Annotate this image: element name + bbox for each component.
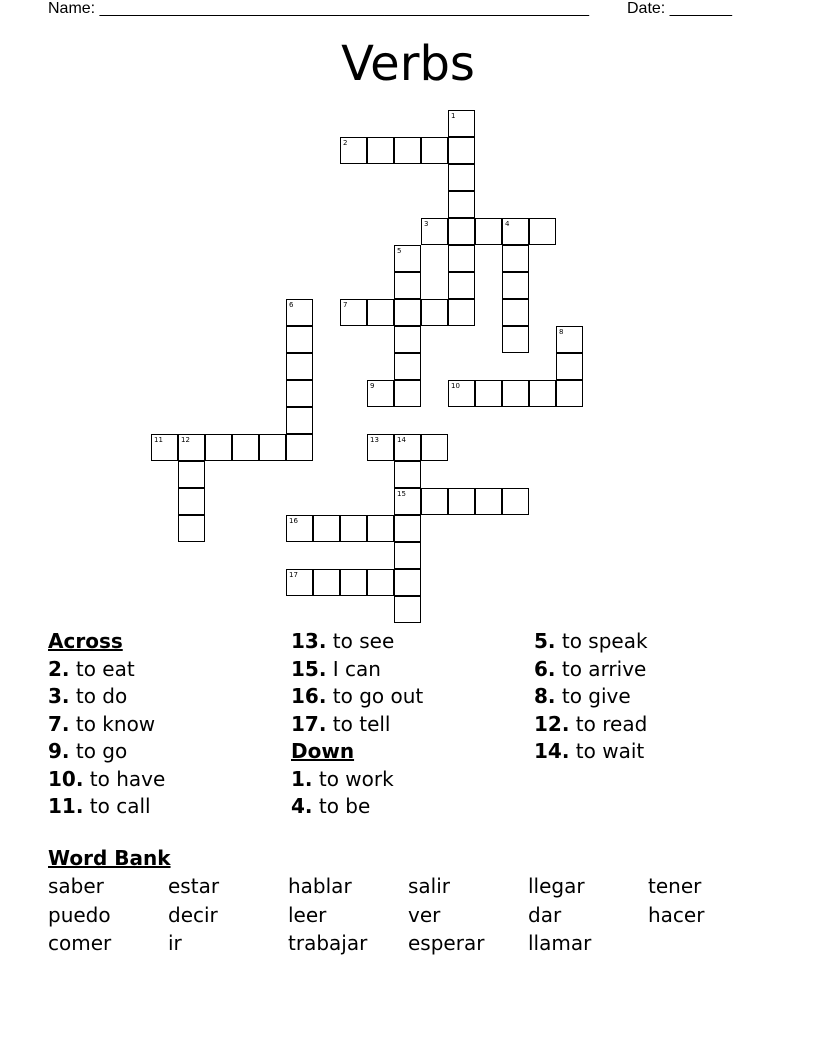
header — [48, 0, 748, 20]
crossword-cell[interactable] — [313, 569, 340, 596]
clue-number: 8 — [559, 328, 564, 336]
crossword-cell[interactable] — [475, 218, 502, 245]
clue-item-text: to go out — [326, 684, 424, 708]
crossword-cell[interactable] — [421, 299, 448, 326]
clue-number: 1 — [451, 112, 456, 120]
crossword-cell[interactable] — [421, 218, 448, 245]
clue-item-text: to wait — [569, 739, 645, 763]
down-heading: Down — [291, 739, 355, 763]
name-field-label[interactable]: Name: _______________________________________________________ — [48, 0, 589, 17]
clue-number: 16 — [289, 517, 298, 525]
crossword-cell[interactable] — [448, 164, 475, 191]
crossword-cell[interactable] — [421, 137, 448, 164]
word-bank-item: dar — [528, 902, 562, 927]
crossword-cell[interactable] — [232, 434, 259, 461]
clue-item — [48, 711, 165, 739]
crossword-cell[interactable] — [340, 569, 367, 596]
clue-number: 6 — [289, 301, 294, 309]
clue-item-number: 10. — [48, 766, 84, 791]
crossword-cell[interactable] — [286, 434, 313, 461]
clue-item-number: 5. — [534, 629, 556, 653]
clue-item — [48, 683, 165, 711]
crossword-cell[interactable] — [286, 569, 313, 596]
crossword-cell[interactable] — [394, 137, 421, 164]
clue-number: 3 — [424, 220, 429, 228]
clue-item-number: 16. — [291, 684, 327, 708]
clue-item-number: 17. — [291, 711, 327, 736]
crossword-cell[interactable] — [502, 380, 529, 407]
crossword-cell[interactable] — [448, 299, 475, 326]
clue-item-number: 8. — [534, 684, 556, 708]
clue-item — [534, 656, 648, 684]
clue-item-text: to go — [69, 739, 128, 763]
crossword-cell[interactable] — [286, 380, 313, 407]
word-bank-heading: Word Bank — [48, 846, 171, 870]
crossword-cell[interactable] — [421, 488, 448, 515]
crossword-cell[interactable] — [178, 515, 205, 542]
crossword-cell[interactable] — [502, 299, 529, 326]
clue-item-number: 7. — [48, 711, 70, 736]
clue-number: 12 — [181, 436, 190, 444]
clue-item-text: to call — [83, 794, 151, 818]
clue-item-text: to give — [555, 684, 631, 708]
crossword-cell[interactable] — [367, 299, 394, 326]
crossword-cell[interactable] — [394, 569, 421, 596]
clue-item-number: 12. — [534, 711, 570, 736]
crossword-cell[interactable] — [394, 380, 421, 407]
crossword-cell[interactable] — [394, 272, 421, 299]
clue-number: 5 — [397, 247, 402, 255]
clue-number: 14 — [397, 436, 406, 444]
crossword-cell[interactable] — [178, 434, 205, 461]
word-bank-item: trabajar — [288, 931, 368, 955]
crossword-cell[interactable] — [421, 434, 448, 461]
crossword-cell[interactable] — [394, 434, 421, 461]
crossword-cell[interactable] — [448, 218, 475, 245]
clue-item-number: 15. — [291, 656, 327, 681]
word-bank-item: leer — [288, 902, 327, 927]
clue-item — [291, 683, 423, 711]
crossword-cell[interactable] — [367, 515, 394, 542]
clue-item-number: 2. — [48, 656, 70, 681]
crossword-cell[interactable] — [178, 461, 205, 488]
clue-item — [48, 793, 165, 821]
word-bank-item: ir — [168, 931, 182, 955]
clue-item-text: to arrive — [555, 656, 647, 681]
crossword-cell[interactable] — [448, 191, 475, 218]
clue-item-number: 1. — [291, 766, 313, 791]
clue-number: 10 — [451, 382, 460, 390]
clue-item-number: 13. — [291, 629, 327, 653]
clue-item — [534, 711, 648, 739]
crossword-cell[interactable] — [475, 380, 502, 407]
word-bank-item: saber — [48, 874, 104, 898]
crossword-cell[interactable] — [178, 488, 205, 515]
crossword-cell[interactable] — [394, 542, 421, 569]
word-bank-item: llegar — [528, 874, 585, 898]
clues-column-1 — [48, 628, 165, 821]
clue-item-text: to work — [312, 766, 394, 791]
crossword-cell[interactable] — [529, 218, 556, 245]
clues-column-3 — [534, 628, 648, 766]
word-bank-item: puedo — [48, 902, 111, 927]
clue-item-text: to tell — [326, 711, 391, 736]
word-bank-item: ver — [408, 902, 441, 927]
crossword-cell[interactable] — [286, 299, 313, 326]
page-title: Verbs — [341, 36, 475, 92]
clue-number: 13 — [370, 436, 379, 444]
clue-number: 17 — [289, 571, 298, 579]
clue-number: 7 — [343, 301, 348, 309]
word-bank-item: comer — [48, 931, 112, 955]
crossword-cell[interactable] — [367, 137, 394, 164]
crossword-cell[interactable] — [448, 380, 475, 407]
clue-item-text: to eat — [69, 656, 135, 681]
clue-item-number: 6. — [534, 656, 556, 681]
clue-item — [291, 766, 423, 794]
crossword-cell[interactable] — [448, 488, 475, 515]
crossword-cell[interactable] — [259, 434, 286, 461]
crossword-cell[interactable] — [394, 353, 421, 380]
clue-item-text: to read — [569, 711, 648, 736]
crossword-cell[interactable] — [448, 110, 475, 137]
crossword-cell[interactable] — [556, 380, 583, 407]
clue-item — [291, 793, 423, 821]
crossword-cell[interactable] — [448, 137, 475, 164]
clue-item-text: I can — [326, 656, 381, 681]
crossword-cell[interactable] — [502, 326, 529, 353]
word-bank-item: llamar — [528, 931, 592, 955]
word-bank-item: hablar — [288, 874, 352, 898]
crossword-cell[interactable] — [340, 515, 367, 542]
crossword-cell[interactable] — [394, 326, 421, 353]
crossword-cell[interactable] — [205, 434, 232, 461]
crossword-cell[interactable] — [394, 299, 421, 326]
crossword-cell[interactable] — [286, 407, 313, 434]
word-bank-item: salir — [408, 874, 451, 898]
clue-item — [291, 656, 423, 684]
crossword-cell[interactable] — [340, 137, 367, 164]
crossword-cell[interactable] — [151, 434, 178, 461]
clue-item-text: to do — [69, 684, 128, 708]
crossword-cell[interactable] — [286, 353, 313, 380]
crossword-cell[interactable] — [394, 515, 421, 542]
crossword-cell[interactable] — [394, 596, 421, 623]
clue-item-text: to be — [312, 794, 371, 818]
crossword-cell[interactable] — [556, 353, 583, 380]
word-bank-item: hacer — [648, 902, 705, 927]
crossword-cell[interactable] — [394, 245, 421, 272]
crossword-cell[interactable] — [556, 326, 583, 353]
clue-number: 2 — [343, 139, 348, 147]
crossword-cell[interactable] — [367, 434, 394, 461]
crossword-cell[interactable] — [448, 245, 475, 272]
crossword-cell[interactable] — [502, 272, 529, 299]
crossword-cell[interactable] — [502, 218, 529, 245]
clue-item-text: to see — [326, 629, 395, 653]
crossword-cell[interactable] — [394, 461, 421, 488]
word-bank-item: tener — [648, 874, 702, 898]
crossword-cell[interactable] — [367, 380, 394, 407]
crossword-cell[interactable] — [529, 380, 556, 407]
clue-item-number: 11. — [48, 794, 84, 818]
crossword-cell[interactable] — [394, 488, 421, 515]
clue-number: 9 — [370, 382, 375, 390]
date-field-label[interactable]: Date: _______ — [627, 0, 732, 17]
crossword-cell[interactable] — [502, 245, 529, 272]
clue-item-number: 9. — [48, 739, 70, 763]
clue-item-text: to speak — [555, 629, 648, 653]
clue-number: 15 — [397, 490, 406, 498]
clue-item — [534, 683, 648, 711]
crossword-cell[interactable] — [475, 488, 502, 515]
clue-item-text: to know — [69, 711, 156, 736]
word-bank-item: estar — [168, 874, 220, 898]
crossword-cell[interactable] — [448, 272, 475, 299]
crossword-cell[interactable] — [340, 299, 367, 326]
clues-column-2 — [291, 628, 423, 821]
clue-item — [48, 738, 165, 766]
crossword-cell[interactable] — [313, 515, 340, 542]
clue-item-number: 3. — [48, 684, 70, 708]
clue-item — [48, 766, 165, 794]
clue-item — [291, 628, 423, 656]
word-bank-item: esperar — [408, 931, 485, 955]
clue-item-number: 4. — [291, 794, 313, 818]
clue-item — [48, 656, 165, 684]
crossword-cell[interactable] — [286, 326, 313, 353]
across-heading: Across — [48, 629, 123, 653]
clue-item — [534, 738, 648, 766]
clue-item — [291, 711, 423, 739]
clue-item — [534, 628, 648, 656]
clue-item-number: 14. — [534, 739, 570, 763]
crossword-cell[interactable] — [286, 515, 313, 542]
crossword-cell[interactable] — [502, 488, 529, 515]
clue-item-text: to have — [83, 766, 166, 791]
clue-number: 11 — [154, 436, 163, 444]
word-bank-item: decir — [168, 902, 218, 927]
clue-number: 4 — [505, 220, 510, 228]
crossword-cell[interactable] — [367, 569, 394, 596]
